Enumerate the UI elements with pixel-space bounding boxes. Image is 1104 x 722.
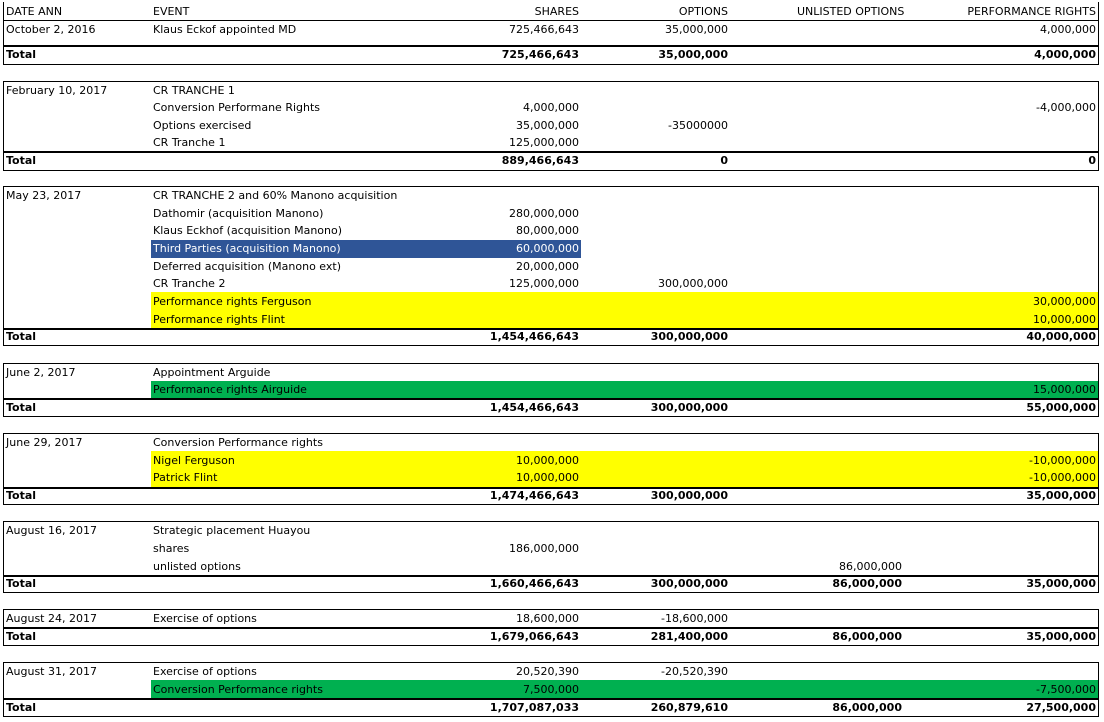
- event-cell: Dathomir (acquisition Manono): [153, 207, 324, 220]
- header-performance-rights: PERFORMANCE RIGHTS: [967, 5, 1096, 18]
- total-shares: 1,474,466,643: [489, 489, 579, 502]
- event-cell: Exercise of options: [153, 612, 257, 625]
- total-row: [0, 628, 1104, 646]
- options-cell: 300,000,000: [658, 277, 728, 290]
- table-row: [0, 99, 1104, 117]
- total-row: [0, 152, 1104, 170]
- perf-cell: 4,000,000: [1040, 23, 1096, 36]
- options-cell: -35000000: [668, 119, 728, 132]
- table-row: [0, 21, 1104, 39]
- event-cell: Performance rights Flint: [153, 313, 285, 326]
- total-options: 35,000,000: [658, 48, 728, 61]
- total-shares: 1,454,466,643: [489, 330, 579, 343]
- event-cell: CR TRANCHE 1: [153, 84, 235, 97]
- event-cell: Klaus Eckhof (acquisition Manono): [153, 224, 343, 237]
- options-cell: -20,520,390: [661, 665, 728, 678]
- total-options: 300,000,000: [650, 401, 728, 414]
- table-row: [0, 311, 1104, 329]
- date-cell: February 10, 2017: [6, 84, 108, 97]
- event-cell: Deferred acquisition (Manono ext): [153, 260, 341, 273]
- options-cell: -18,600,000: [661, 612, 728, 625]
- shares-cell: 20,520,390: [516, 665, 579, 678]
- table-row: [0, 381, 1104, 399]
- total-label: Total: [6, 489, 37, 502]
- total-label: Total: [6, 701, 37, 714]
- perf-cell: 15,000,000: [1033, 383, 1096, 396]
- event-cell: unlisted options: [153, 560, 241, 573]
- total-row: [0, 487, 1104, 505]
- total-row: [0, 399, 1104, 417]
- table-row: [0, 258, 1104, 276]
- shares-cell: 125,000,000: [509, 277, 579, 290]
- shares-cell: 10,000,000: [516, 471, 579, 484]
- shares-cell: 125,000,000: [509, 136, 579, 149]
- table-row: [0, 82, 1104, 100]
- header-shares: SHARES: [534, 5, 579, 18]
- event-cell: Strategic placement Huayou: [153, 524, 311, 537]
- total-perf: 27,500,000: [1026, 701, 1096, 714]
- total-perf: 35,000,000: [1026, 630, 1096, 643]
- table-row: [0, 681, 1104, 699]
- perf-cell: -10,000,000: [1029, 471, 1096, 484]
- header-date: DATE ANN: [6, 5, 63, 18]
- table-row-highlighted: [0, 240, 1104, 258]
- total-unlisted: 86,000,000: [832, 701, 902, 714]
- shares-cell: 725,466,643: [509, 23, 579, 36]
- event-cell: Appointment Arguide: [153, 366, 271, 379]
- event-cell: CR Tranche 1: [153, 136, 226, 149]
- event-cell: Klaus Eckof appointed MD: [153, 23, 297, 36]
- table-row: [0, 452, 1104, 470]
- event-cell: Performance rights Airguide: [153, 383, 307, 396]
- total-row: [0, 46, 1104, 64]
- unlisted-cell: 86,000,000: [839, 560, 902, 573]
- table-row: [0, 205, 1104, 223]
- event-cell: CR TRANCHE 2 and 60% Manono acquisition: [153, 189, 398, 202]
- header-row: [0, 3, 1104, 21]
- table-row: [0, 663, 1104, 681]
- total-label: Total: [6, 577, 37, 590]
- table-row: [0, 275, 1104, 293]
- header-unlisted-options: UNLISTED OPTIONS: [797, 5, 905, 18]
- header-options: OPTIONS: [678, 5, 728, 18]
- shares-cell: 4,000,000: [523, 101, 579, 114]
- perf-cell: 30,000,000: [1033, 295, 1096, 308]
- total-row: [0, 699, 1104, 717]
- shares-cell: 35,000,000: [516, 119, 579, 132]
- event-cell: Conversion Performance rights: [153, 683, 323, 696]
- event-cell: Nigel Ferguson: [153, 454, 235, 467]
- shares-cell: 7,500,000: [523, 683, 579, 696]
- total-options: 300,000,000: [650, 330, 728, 343]
- table-row: [0, 293, 1104, 311]
- event-cell: CR Tranche 2: [153, 277, 226, 290]
- table-row: [0, 134, 1104, 152]
- table-row: [0, 558, 1104, 576]
- total-row: [0, 328, 1104, 346]
- table-row: [0, 610, 1104, 628]
- shares-cell: 60,000,000: [516, 242, 579, 255]
- total-options: 300,000,000: [650, 577, 728, 590]
- total-shares: 725,466,643: [501, 48, 579, 61]
- table-row: [0, 469, 1104, 487]
- shares-cell: 186,000,000: [509, 542, 579, 555]
- total-perf: 55,000,000: [1026, 401, 1096, 414]
- event-cell: Options exercised: [153, 119, 252, 132]
- total-shares: 889,466,643: [501, 154, 579, 167]
- total-shares: 1,660,466,643: [489, 577, 579, 590]
- shares-cell: 280,000,000: [509, 207, 579, 220]
- perf-cell: 10,000,000: [1033, 313, 1096, 326]
- total-shares: 1,679,066,643: [489, 630, 579, 643]
- total-perf: 35,000,000: [1026, 577, 1096, 590]
- event-cell: Performance rights Ferguson: [153, 295, 312, 308]
- shares-cell: 18,600,000: [516, 612, 579, 625]
- table-row: [0, 434, 1104, 452]
- header-event: EVENT: [153, 5, 190, 18]
- perf-cell: -4,000,000: [1036, 101, 1096, 114]
- date-cell: October 2, 2016: [6, 23, 96, 36]
- shares-cell: 20,000,000: [516, 260, 579, 273]
- table-row: [0, 187, 1104, 205]
- total-row: [0, 575, 1104, 593]
- event-cell: Patrick Flint: [153, 471, 218, 484]
- event-cell: Third Parties (acquisition Manono): [153, 242, 341, 255]
- total-unlisted: 86,000,000: [832, 630, 902, 643]
- date-cell: August 31, 2017: [6, 665, 97, 678]
- event-cell: Conversion Performane Rights: [153, 101, 321, 114]
- date-cell: August 24, 2017: [6, 612, 97, 625]
- table-row: [0, 117, 1104, 135]
- shares-cell: 10,000,000: [516, 454, 579, 467]
- table-row: [0, 364, 1104, 382]
- table-row: [0, 222, 1104, 240]
- total-label: Total: [6, 401, 37, 414]
- total-options: 260,879,610: [650, 701, 728, 714]
- options-cell: 35,000,000: [665, 23, 728, 36]
- total-perf: 4,000,000: [1034, 48, 1096, 61]
- total-perf: 0: [1088, 154, 1096, 167]
- date-cell: May 23, 2017: [6, 189, 82, 202]
- table-row: [0, 522, 1104, 540]
- total-options: 0: [720, 154, 728, 167]
- event-cell: shares: [153, 542, 190, 555]
- total-perf: 35,000,000: [1026, 489, 1096, 502]
- date-cell: June 2, 2017: [6, 366, 76, 379]
- total-label: Total: [6, 630, 37, 643]
- perf-cell: -10,000,000: [1029, 454, 1096, 467]
- total-unlisted: 86,000,000: [832, 577, 902, 590]
- total-shares: 1,454,466,643: [489, 401, 579, 414]
- total-label: Total: [6, 330, 37, 343]
- event-cell: Exercise of options: [153, 665, 257, 678]
- date-cell: June 29, 2017: [6, 436, 83, 449]
- total-label: Total: [6, 48, 37, 61]
- total-shares: 1,707,087,033: [489, 701, 579, 714]
- table-row: [0, 540, 1104, 558]
- perf-cell: -7,500,000: [1036, 683, 1096, 696]
- date-cell: August 16, 2017: [6, 524, 97, 537]
- total-perf: 40,000,000: [1026, 330, 1096, 343]
- shares-cell: 80,000,000: [516, 224, 579, 237]
- total-options: 300,000,000: [650, 489, 728, 502]
- total-options: 281,400,000: [650, 630, 728, 643]
- total-label: Total: [6, 154, 37, 167]
- event-cell: Conversion Performance rights: [153, 436, 323, 449]
